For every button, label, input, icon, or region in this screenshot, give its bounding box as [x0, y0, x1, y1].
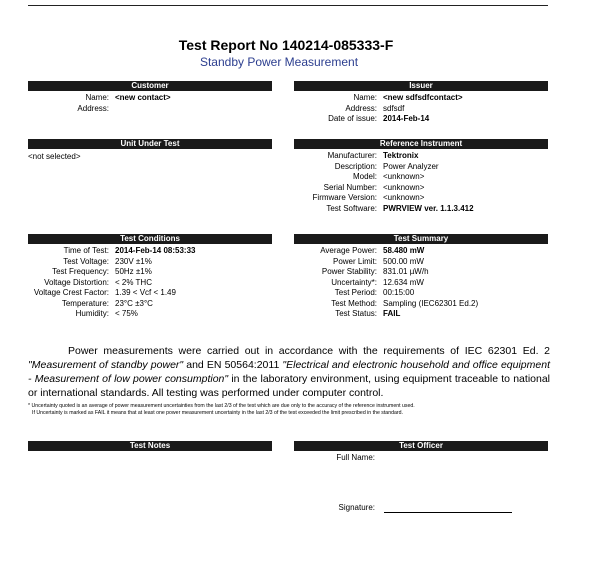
reference-instrument-field-label: Serial Number: [323, 182, 377, 192]
reference-instrument-field-row [290, 151, 474, 162]
customer-field-row [20, 104, 171, 115]
test-summary-fields [290, 246, 478, 320]
customer-field-value [109, 104, 115, 115]
test-condition-value: < 2% THC [115, 277, 152, 287]
unit-under-test-header: Unit Under Test [28, 139, 272, 149]
test-condition-value: < 75% [115, 309, 138, 318]
reference-instrument-field-row [290, 162, 474, 173]
reference-instrument-field-label: Manufacturer: [327, 151, 377, 160]
test-condition-row [20, 257, 196, 268]
test-summary-field-label: Uncertainty*: [331, 277, 377, 287]
issuer-field-row [290, 104, 463, 115]
test-summary-field-label: Power Limit: [332, 256, 377, 266]
reference-instrument-fields [290, 151, 474, 214]
test-notes-header: Test Notes [28, 441, 272, 451]
test-summary-field-value: 00:15:00 [383, 288, 415, 297]
customer-field-label: Address: [77, 103, 109, 113]
customer-field-label: Name: [85, 93, 109, 102]
test-summary-field-row [290, 288, 478, 299]
reference-instrument-field-row [290, 204, 474, 215]
signature-line [384, 512, 512, 513]
test-summary-field-label: Average Power: [320, 246, 377, 255]
reference-instrument-field-row [290, 193, 474, 204]
reference-instrument-field-value: PWRVIEW ver. 1.1.3.412 [383, 203, 474, 213]
issuer-field-value: sdfsdf [383, 103, 405, 113]
test-condition-label: Test Voltage: [63, 256, 109, 266]
report-title: Test Report No 140214-085333-F [178, 37, 394, 53]
footnote-fail: If Uncertainty is marked as FAIL it means that at least one power measurement uncertainty in the last 2/3 of the test exceeded the limit prescribed in the standard. [32, 410, 403, 416]
test-summary-header: Test Summary [294, 234, 548, 244]
test-condition-value: 23°C ±3°C [115, 298, 153, 308]
issuer-field-row [290, 114, 463, 125]
test-condition-row [20, 299, 196, 310]
reference-instrument-field-value: Tektronix [383, 151, 419, 160]
test-summary-field-row [290, 267, 478, 278]
test-conditions-header: Test Conditions [28, 234, 272, 244]
issuer-field-value: 2014-Feb-14 [383, 114, 430, 123]
test-summary-field-value: 58.480 mW [383, 246, 425, 255]
compliance-paragraph: Power measurements were carried out in accordance with the requirements of IEC 62301 Ed. 2 "Measurement of standby power" and EN 50564:2011 "Electrical and electronic household and office equipment - Measurement of low power consumption" in the laboratory environment, using equipment traceable to national or international standards. All testing was performed under computer control. [28, 345, 551, 399]
reference-instrument-field-value: Power Analyzer [383, 161, 439, 171]
test-summary-field-label: Test Period: [334, 288, 377, 297]
test-condition-row [20, 309, 196, 320]
test-summary-field-row [290, 278, 478, 289]
issuer-field-label: Date of issue: [328, 114, 377, 123]
test-condition-label: Time of Test: [63, 246, 109, 255]
test-condition-value: 1.39 < Vcf < 1.49 [115, 288, 176, 297]
reference-instrument-field-label: Test Software: [326, 203, 377, 213]
officer-signature [300, 503, 375, 514]
reference-instrument-field-value: <unknown> [383, 182, 425, 192]
test-condition-label: Temperature: [61, 298, 109, 308]
test-conditions-fields [20, 246, 196, 320]
test-summary-field-row [290, 246, 478, 257]
test-condition-label: Humidity: [75, 309, 109, 318]
test-summary-field-row [290, 299, 478, 310]
test-condition-value: 50Hz ±1% [115, 267, 152, 276]
test-condition-label: Voltage Crest Factor: [33, 288, 109, 297]
reference-instrument-field-value: <unknown> [383, 193, 425, 202]
customer-header: Customer [28, 81, 272, 91]
test-condition-label: Voltage Distortion: [44, 277, 109, 287]
issuer-field-row [290, 93, 463, 104]
full-name-label: Full Name: [336, 453, 375, 462]
test-condition-value: 230V ±1% [115, 256, 152, 266]
reference-instrument-field-value: <unknown> [383, 172, 425, 181]
reference-instrument-header: Reference Instrument [294, 139, 548, 149]
test-condition-row [20, 278, 196, 289]
test-summary-field-value: Sampling (IEC62301 Ed.2) [383, 298, 479, 308]
issuer-field-label: Name: [353, 93, 377, 102]
issuer-field-label: Address: [345, 103, 377, 113]
customer-field-value: <new contact> [115, 93, 171, 102]
test-summary-field-value: 831.01 µW/h [383, 267, 429, 276]
footnote-uncertainty: * Uncertainty quoted is an average of power measurement uncertainties from the last 2/3 of the test which are due only to the accuracy of the reference instrument used. [28, 403, 415, 409]
test-summary-field-row [290, 309, 478, 320]
issuer-header: Issuer [294, 81, 548, 91]
test-condition-row [20, 288, 196, 299]
signature-label: Signature: [338, 503, 375, 512]
reference-instrument-field-label: Firmware Version: [312, 193, 377, 202]
test-officer-header: Test Officer [294, 441, 548, 451]
test-summary-field-value: 500.00 mW [383, 256, 424, 266]
unit-under-test-value: <not selected> [28, 152, 81, 161]
customer-fields [20, 93, 171, 114]
test-condition-label: Test Frequency: [52, 267, 109, 276]
issuer-fields [290, 93, 463, 125]
test-summary-field-label: Power Stability: [321, 267, 377, 276]
reference-instrument-field-label: Description: [334, 161, 377, 171]
footnotes [28, 403, 568, 417]
test-summary-field-row [290, 257, 478, 268]
test-summary-field-label: Test Status: [335, 309, 377, 318]
test-summary-field-value: FAIL [383, 309, 401, 318]
issuer-field-value: <new sdfsdfcontact> [383, 93, 463, 102]
test-summary-field-label: Test Method: [331, 298, 377, 308]
report-subtitle: Standby Power Measurement [199, 55, 359, 69]
test-summary-field-value: 12.634 mW [383, 277, 424, 287]
reference-instrument-field-row [290, 183, 474, 194]
reference-instrument-field-row [290, 172, 474, 183]
top-rule [28, 5, 548, 6]
test-condition-value: 2014-Feb-14 08:53:33 [115, 246, 196, 255]
customer-field-row [20, 93, 171, 104]
officer-full-name [300, 453, 375, 464]
test-condition-row [20, 246, 196, 257]
test-condition-row [20, 267, 196, 278]
reference-instrument-field-label: Model: [352, 172, 377, 181]
